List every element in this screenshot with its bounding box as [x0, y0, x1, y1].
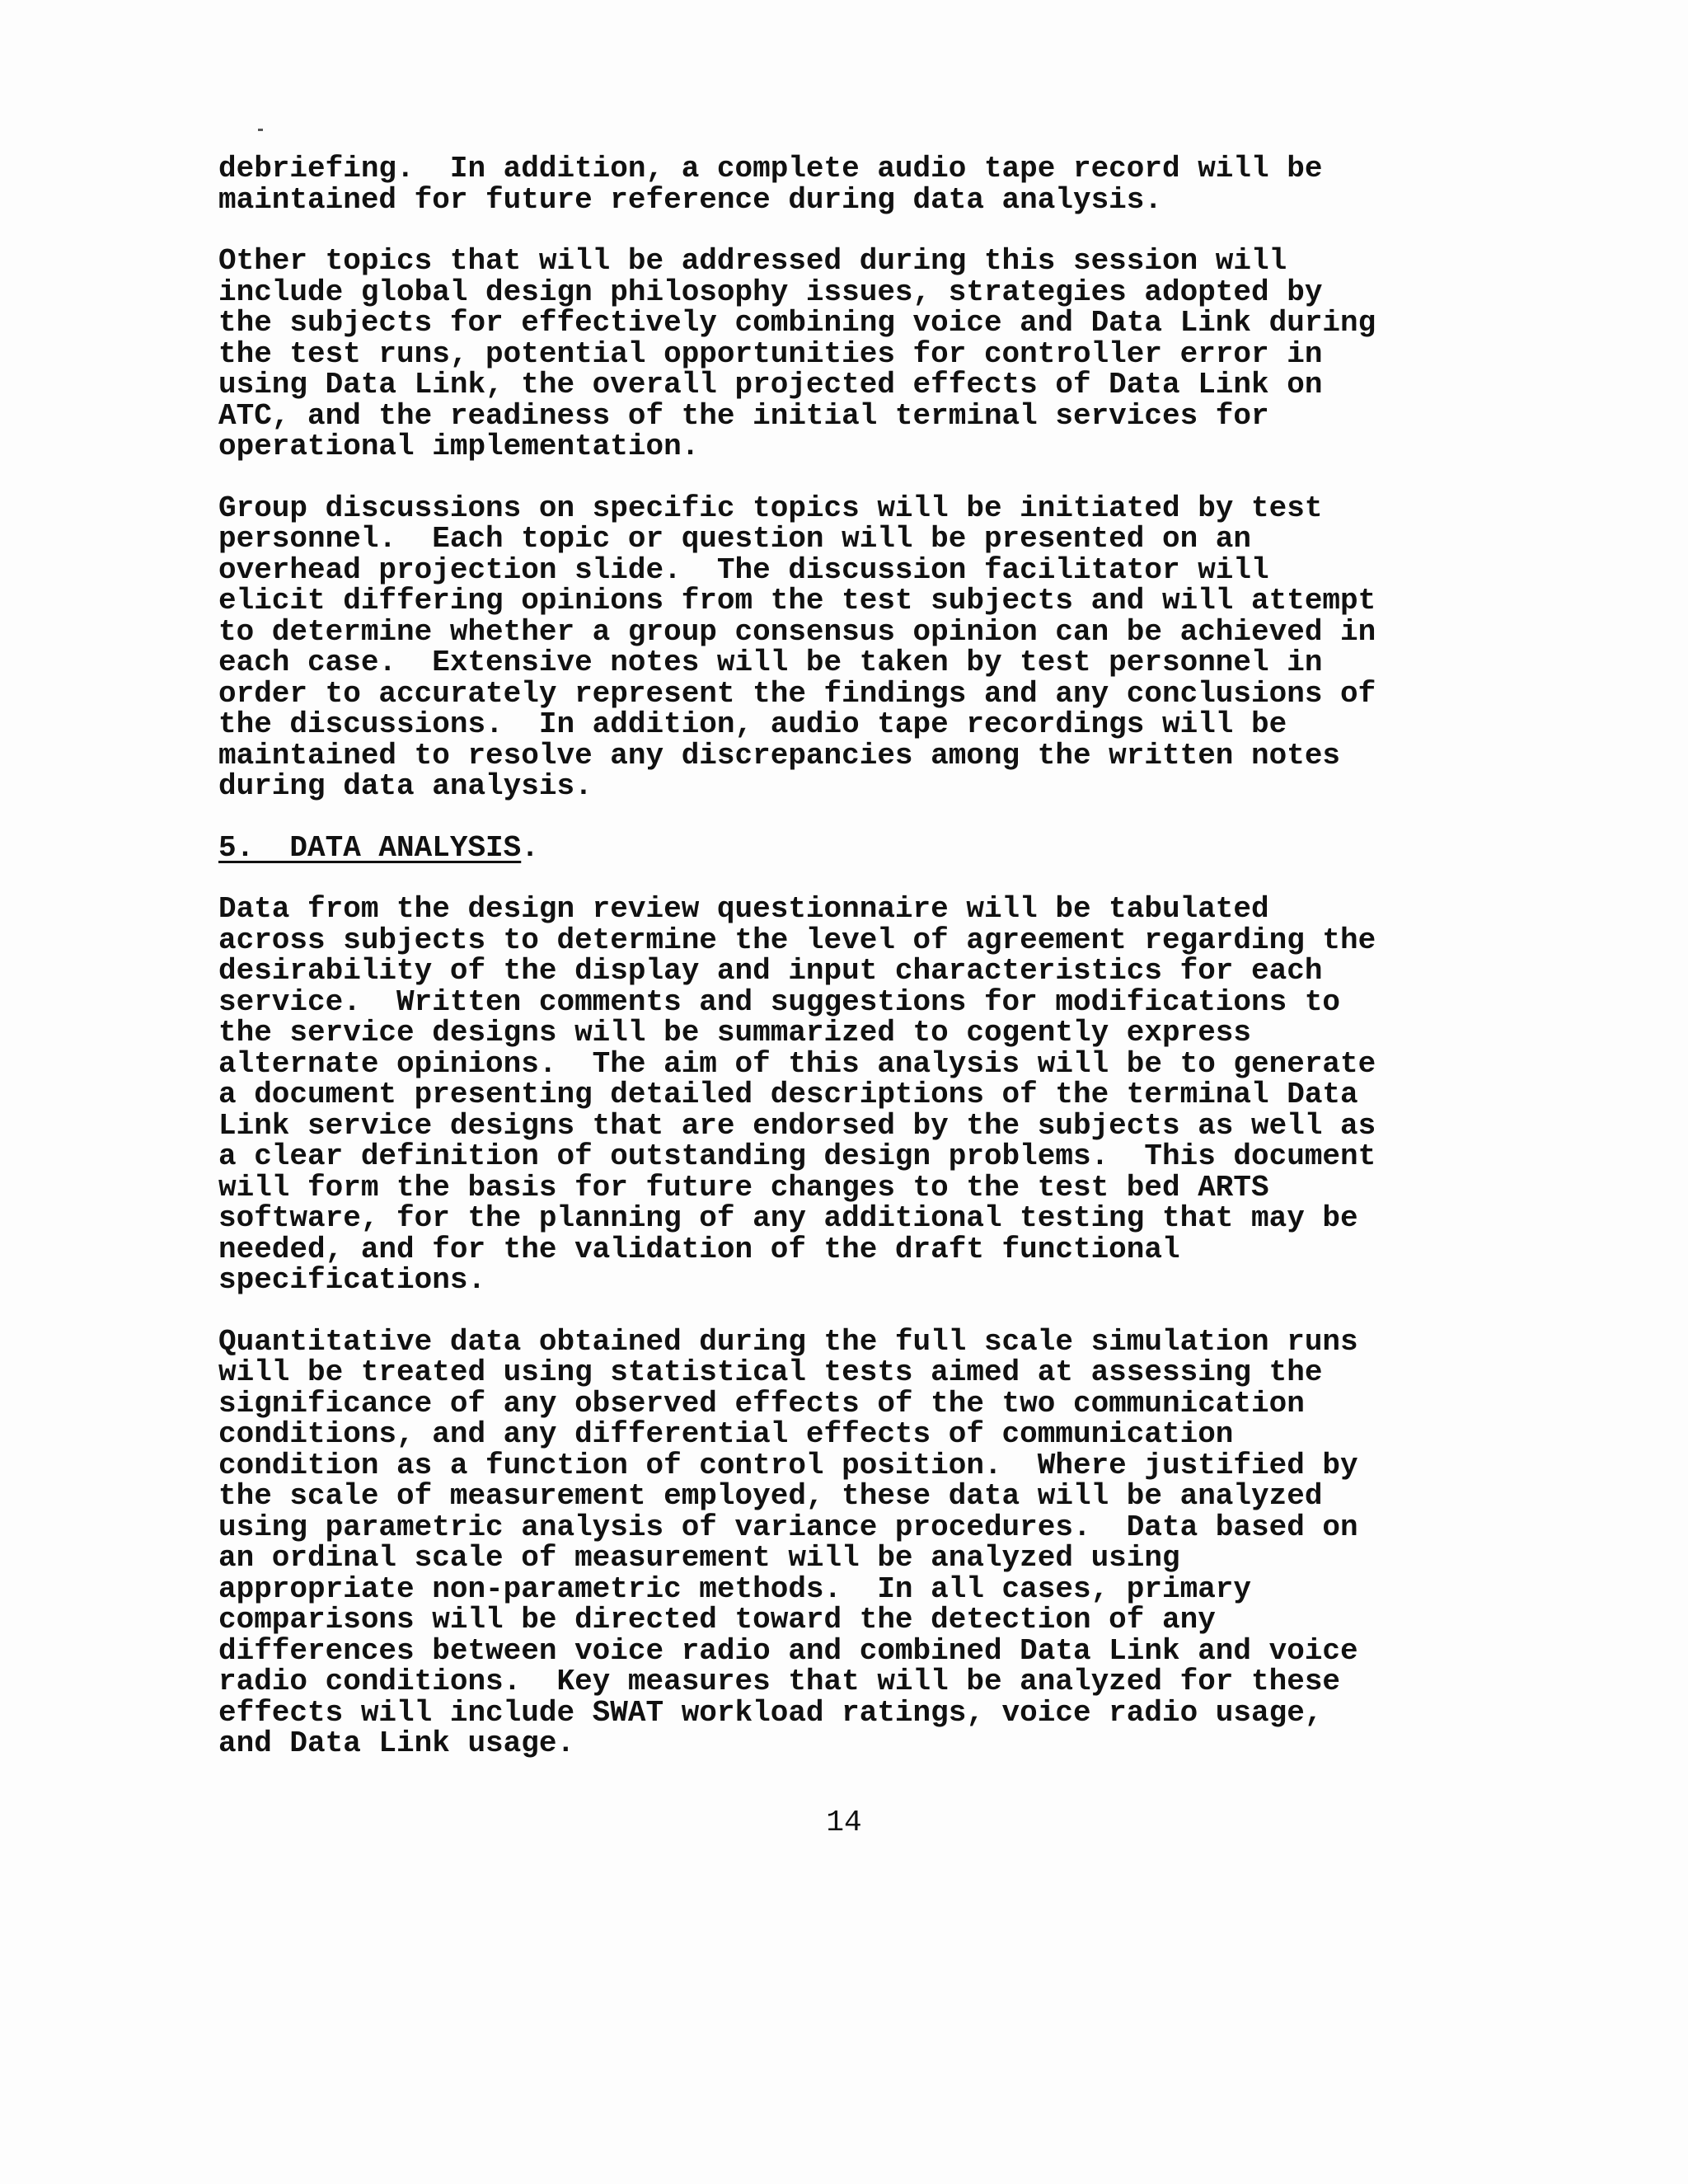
page-number: 14	[826, 1806, 862, 1839]
paragraph-other-topics: Other topics that will be addressed during this session will include global design philosophy issues, strategies adopted by the subjects for effectively combining voice and Data Link during the test runs, potential opportunities for controller error in using Data Link, the overall projected effects of Data Link on ATC, and the readiness of the initial terminal services for operational implementation.	[218, 244, 1376, 463]
section-heading	[218, 830, 1529, 865]
section-heading-punct: .	[521, 830, 539, 865]
paragraph-debriefing: debriefing. In addition, a complete audio tape record will be maintained for future reference during data analysis.	[218, 152, 1323, 217]
page-body	[218, 153, 1529, 1790]
section-heading-title: 5. DATA ANALYSIS	[218, 830, 522, 865]
paragraph-data-analysis: Data from the design review questionnaire will be tabulated across subjects to determine the level of agreement regarding the desirability of the display and input characteristics for each service. Written comments and suggestions for modifications to the service designs will be summarized to cogently express alternate opinions. The aim of this analysis will be to generate a document presenting detailed descriptions of the terminal Data Link service designs that are endorsed by the subjects as well as a clear definition of outstanding design problems. This document will form the basis for future changes to the test bed ARTS software, for the planning of any additional testing that may be needed, and for the validation of the draft functional specifications.	[218, 892, 1376, 1297]
paragraph-group-discussions: Group discussions on specific topics will be initiated by test personnel. Each topic or question will be presented on an overhead projection slide. The discussion facilitator will elicit differing opinions from the test subjects and will attempt to determine whether a group consensus opinion can be achieved in each case. Extensive notes will be taken by test personnel in order to accurately represent the findings and any conclusions of the discussions. In addition, audio tape recordings will be maintained to resolve any discrepancies among the written notes during data analysis.	[218, 491, 1376, 803]
scan-speck	[258, 129, 263, 131]
paragraph-quantitative-data: Quantitative data obtained during the full scale simulation runs will be treated using statistical tests aimed at assessing the significance of any observed effects of the two communication conditions, and any differential effects of communication condition as a function of control position. Where justified by the scale of measurement employed, these data will be analyzed using parametric analysis of variance procedures. Data based on an ordinal scale of measurement will be analyzed using appropriate non-parametric methods. In all cases, primary comparisons will be directed toward the detection of any differences between voice radio and combined Data Link and voice radio conditions. Key measures that will be analyzed for these effects will include SWAT workload ratings, voice radio usage, and Data Link usage.	[218, 1324, 1358, 1760]
